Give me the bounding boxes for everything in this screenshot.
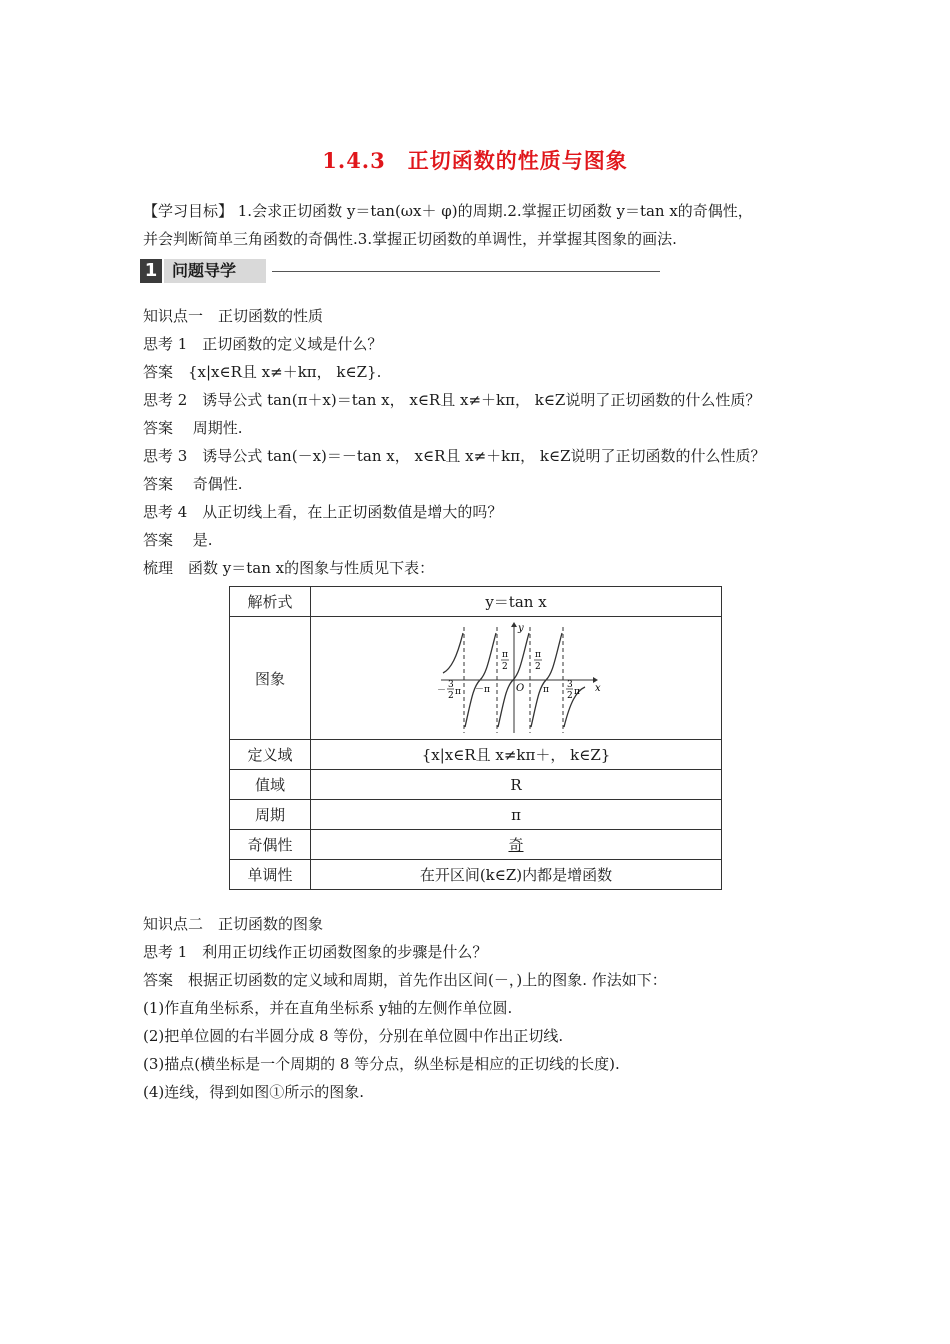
- half-pi-num-right: π: [534, 650, 541, 660]
- three-half-pi: π: [573, 687, 580, 697]
- question-2-1: 思考 1 利用正切线作正切函数图象的步骤是什么？: [143, 943, 488, 961]
- y-axis-label: y: [517, 623, 524, 634]
- section-label: 问题导学: [164, 259, 266, 283]
- row-label-monotonicity: 单调性: [230, 860, 311, 890]
- row-label-period: 周期: [230, 800, 311, 830]
- step-4: (4)连线，得到如图①所示的图象.: [143, 1083, 365, 1101]
- question-1: 思考 1 正切函数的定义域是什么？: [143, 335, 383, 353]
- question-3: 思考 3 诱导公式 tan(－x)＝－tan x， x∈R且 x≠＋kπ， k∈Z说明了正切函数的什么性质？: [143, 447, 766, 465]
- neg-three-half-num: 3: [447, 680, 454, 690]
- row-label-range: 值域: [230, 770, 311, 800]
- answer-2-1: 答案 根据正切函数的定义域和周期，首先作出区间(－，)上的图象. 作法如下：: [143, 971, 667, 989]
- row-label-formula: 解析式: [230, 587, 311, 617]
- table-row: [230, 830, 722, 860]
- three-half-num: 3: [566, 680, 573, 690]
- pi-label: π: [542, 685, 549, 695]
- half-pi-den-right: 2: [534, 662, 541, 672]
- neg-sign: －: [436, 686, 446, 696]
- parity-value: 奇: [508, 836, 524, 854]
- page-title: 1.4.3 正切函数的性质与图象: [322, 148, 628, 173]
- table-row: [230, 860, 722, 890]
- row-value-range: R: [311, 770, 722, 800]
- row-value-period: π: [311, 800, 722, 830]
- table-row: [230, 770, 722, 800]
- neg-three-half-den: 2: [447, 691, 454, 701]
- row-label-domain: 定义域: [230, 740, 311, 770]
- answer-3: 答案 奇偶性.: [143, 475, 243, 493]
- tangent-graph: [435, 621, 601, 737]
- origin-label: O: [515, 683, 524, 694]
- neg-three-half-pi: π: [454, 687, 461, 697]
- row-value-formula: y＝tan x: [311, 587, 722, 617]
- x-axis-label: x: [594, 683, 601, 694]
- row-value-monotonicity: 在开区间(k∈Z)内都是增函数: [311, 860, 722, 890]
- answer-2: 答案 周期性.: [143, 419, 243, 437]
- table-row: [230, 617, 722, 740]
- table-row: [230, 800, 722, 830]
- summary-intro: 梳理 函数 y＝tan x的图象与性质见下表：: [143, 559, 435, 577]
- three-half-den: 2: [566, 691, 573, 701]
- question-4: 思考 4 从正切线上看，在上正切函数值是增大的吗？: [143, 503, 503, 521]
- tangent-properties-table: [229, 586, 722, 890]
- neg-pi-label: －π: [474, 685, 490, 695]
- step-1: (1)作直角坐标系，并在直角坐标系 y轴的左侧作单位圆.: [143, 999, 513, 1017]
- knowledge-point-2-heading: 知识点二 正切函数的图象: [143, 915, 324, 933]
- section-divider: [272, 271, 660, 272]
- half-pi-num-left: π: [501, 650, 508, 660]
- step-2: (2)把单位圆的右半圆分成 8 等份，分别在单位圆中作出正切线.: [143, 1027, 564, 1045]
- row-value-parity: [311, 830, 722, 860]
- question-2: 思考 2 诱导公式 tan(π＋x)＝tan x， x∈R且 x≠＋kπ， k∈Z说明了正切函数的什么性质？: [143, 391, 761, 409]
- row-value-domain: {x|x∈R且 x≠kπ＋， k∈Z}: [311, 740, 722, 770]
- learning-objectives-line-1: 【学习目标】 1.会求正切函数 y＝tan(ωx＋ φ)的周期.2.掌握正切函数 y＝tan x的奇偶性，: [143, 202, 753, 220]
- row-label-parity: 奇偶性: [230, 830, 311, 860]
- table-row: [230, 740, 722, 770]
- answer-4: 答案 是.: [143, 531, 213, 549]
- table-row: [230, 587, 722, 617]
- half-pi-den-left: 2: [501, 662, 508, 672]
- row-label-graph: 图象: [230, 617, 311, 740]
- knowledge-point-1-heading: 知识点一 正切函数的性质: [143, 307, 324, 325]
- section-number: 1: [140, 259, 162, 283]
- learning-objectives-line-2: 并会判断简单三角函数的奇偶性.3.掌握正切函数的单调性，并掌握其图象的画法.: [143, 230, 677, 248]
- section-header-1: [140, 259, 525, 283]
- row-value-graph: [311, 617, 722, 740]
- answer-1: 答案 {x|x∈R且 x≠＋kπ， k∈Z}.: [143, 363, 382, 381]
- step-3: (3)描点(横坐标是一个周期的 8 等分点，纵坐标是相应的正切线的长度).: [143, 1055, 620, 1073]
